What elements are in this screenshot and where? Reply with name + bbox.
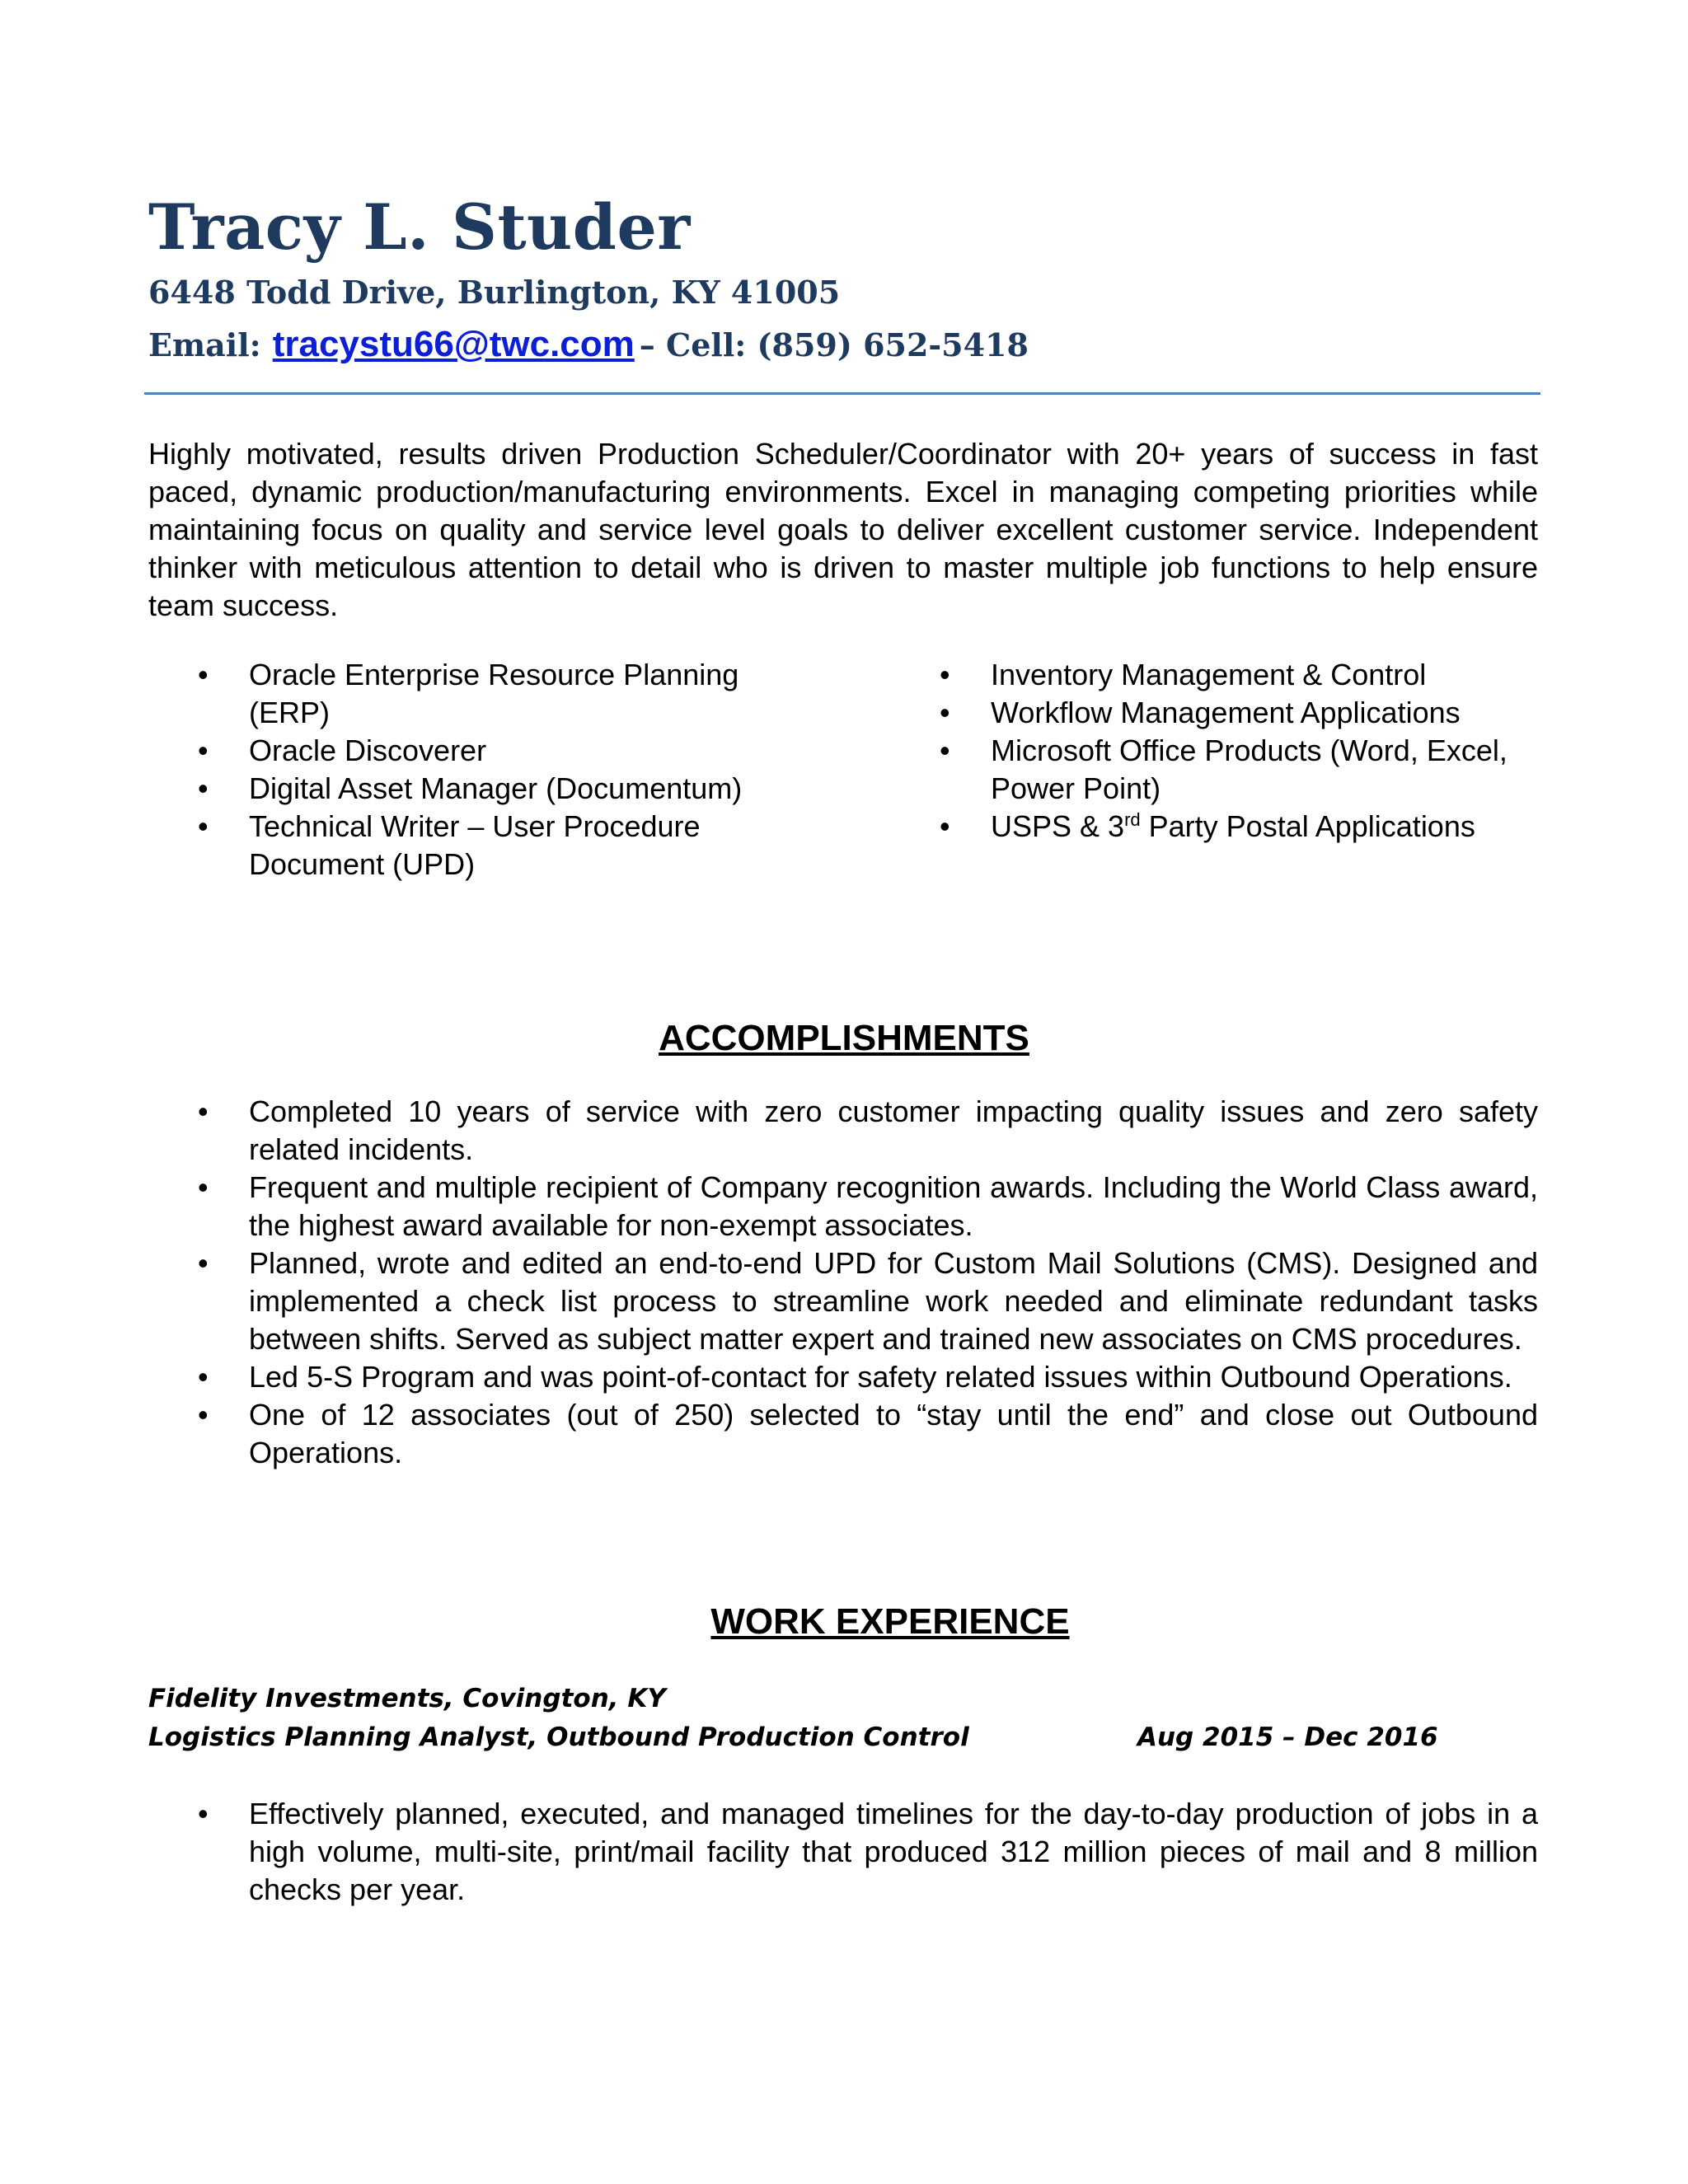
contact-line [148,326,1541,363]
resume-header [148,190,1541,364]
job-duty-item: • Effectively planned, executed, and managed timelines for the day-to-day production of jobs in a high volume, multi-site, print/mail facility that produced 312 million pieces of mail and 8 million checks per year. [198,1795,1538,1909]
accomplishments-list [198,1093,1538,1472]
job-dates: Aug 2015 – Dec 2016 [1137,1722,1438,1752]
accomplishment-item: • One of 12 associates (out of 250) selected to “stay until the end” and close out Outbound Operations. [198,1396,1538,1472]
job-duties-list [198,1795,1538,1909]
accomplishments-heading: ACCOMPLISHMENTS [659,1018,1029,1058]
accomplishment-item: • Led 5-S Program and was point-of-contact for safety related issues within Outbound Operations. [198,1358,1538,1396]
job-title-row [148,1718,1541,1757]
skill-item [940,808,1550,846]
accomplishment-item: • Frequent and multiple recipient of Company recognition awards. Including the World Class award, the highest award available for non-exempt associates. [198,1169,1538,1244]
job-title: Logistics Planning Analyst, Outbound Production Control [148,1722,969,1752]
header-divider [144,392,1540,395]
professional-summary: Highly motivated, results driven Production Scheduler/Coordinator with 20+ years of success in fast paced, dynamic production/manufacturing environments. Excel in managing competing priorities while maintaining focus on quality and service level goals to deliver excellent customer service. Independent thinker with meticulous attention to detail who is driven to master multiple job functions to help ensure team success. [148,437,1538,622]
job-entry-header [148,1680,1541,1757]
candidate-name: Tracy L. Studer [148,190,691,264]
cell-label: – Cell: (859) 652-5418 [639,326,1029,363]
skill-item: • Oracle Discoverer [198,732,775,770]
skill-item: • Digital Asset Manager (Documentum) [198,770,775,808]
skill-item: • Oracle Enterprise Resource Planning (ERP) [198,656,775,732]
email-link[interactable]: tracystu66@twc.com [272,324,635,364]
skill-text-prefix: USPS & 3 [991,809,1125,843]
accomplishment-item: • Completed 10 years of service with zero customer impacting quality issues and zero safety related incidents. [198,1093,1538,1169]
work-experience-heading: WORK EXPERIENCE [710,1601,1070,1642]
skill-item: • Inventory Management & Control [940,656,1550,694]
job-company: Fidelity Investments, Covington, KY [148,1684,666,1713]
skill-item: • Technical Writer – User Procedure Document (UPD) [198,808,775,883]
accomplishment-item: • Planned, wrote and edited an end-to-end UPD for Custom Mail Solutions (CMS). Designed and implemented a check list process to streamline work needed and eliminate redundant tasks between shifts. Served as subject matter expert and trained new associates on CMS procedures. [198,1244,1538,1358]
skill-item: • Workflow Management Applications [940,694,1550,732]
skills-list-left [198,656,775,883]
skill-item: • Microsoft Office Products (Word, Excel, Power Point) [940,732,1550,808]
email-label: Email: [148,326,261,363]
skill-text-suffix: Party Postal Applications [1140,809,1475,843]
skills-list-right [940,656,1550,846]
candidate-address: 6448 Todd Drive, Burlington, KY 41005 [148,274,841,311]
ordinal-suffix: rd [1124,809,1141,830]
